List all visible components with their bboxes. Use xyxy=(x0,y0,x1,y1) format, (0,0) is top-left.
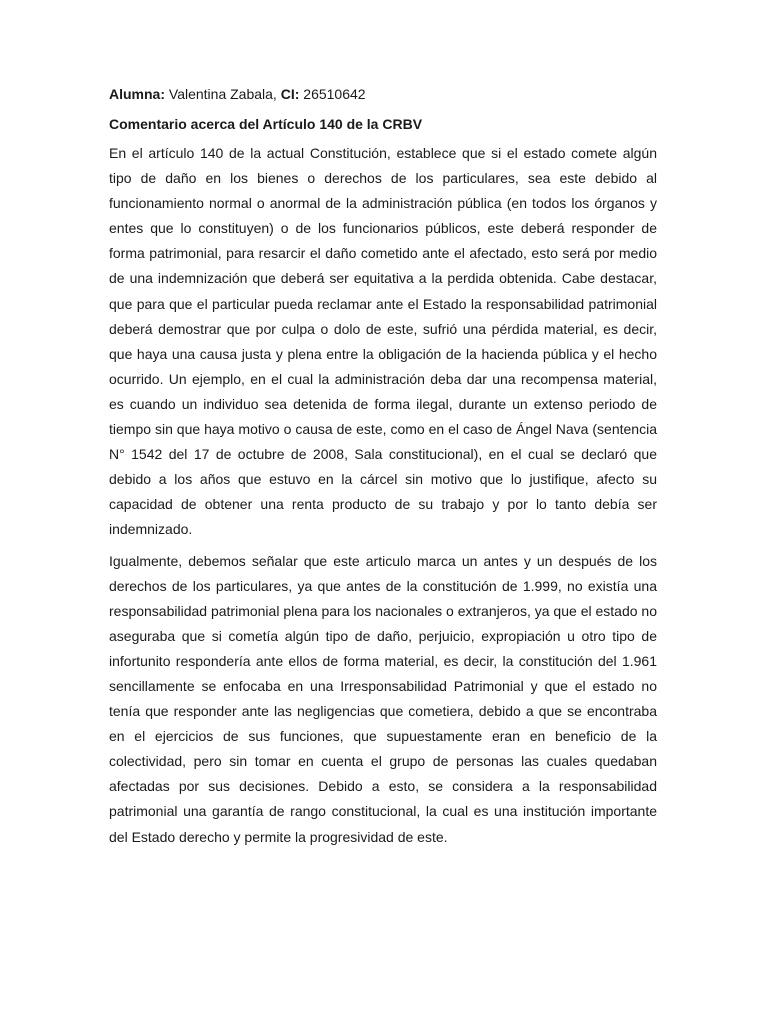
paragraph-2: Igualmente, debemos señalar que este articulo marca un antes y un después de los derechos de los particulares, ya que antes de la constitución de 1.999, no existía una responsabilidad patrimonial plena para los nacionales o extranjeros, ya que el estado no aseguraba que si cometía algún tipo de daño, perjuicio, expropiación u otro tipo de infortunito respondería ante ellos de forma material, es decir, la constitución del 1.961 sencillamente se enfocaba en una Irresponsabilidad Patrimonial y que el estado no tenía que responder ante las negligencias que cometiera, debido a que se encontraba en el ejercicios de sus funciones, que supuestamente eran en beneficio de la colectividad, pero sin tomar en cuenta el grupo de personas las cuales quedaban afectadas por sus decisiones. Debido a esto, se considera a la responsabilidad patrimonial una garantía de rango constitucional, la cual es una institución importante del Estado derecho y permite la progresividad de este. xyxy=(109,552,657,845)
id-label: CI: xyxy=(280,86,300,102)
student-label: Alumna: xyxy=(109,86,165,102)
document-page xyxy=(109,84,657,856)
paragraph-1: En el artículo 140 de la actual Constitución, establece que si el estado comete algún tipo de daño en los bienes o derechos de los particulares, sea este debido al funcionamiento normal o anormal de la administración pública (en todos los órganos y entes que lo constituyen) o de los funcionarios públicos, este deberá responder de forma patrimonial, para resarcir el daño cometido ante el afectado, esto será por medio de una indemnización que deberá ser equitativa a la perdida obtenida. Cabe destacar, que para que el particular pueda reclamar ante el Estado la responsabilidad patrimonial deberá demostrar que por culpa o dolo de este, sufrió una pérdida material, es decir, que haya una causa justa y plena entre la obligación de la hacienda pública y el hecho ocurrido. Un ejemplo, en el cual la administración deba dar una recompensa material, es cuando un individuo sea detenida de forma ilegal, durante un extenso periodo de tiempo sin que haya motivo o causa de este, como en el caso de Ángel Nava (sentencia N° 1542 del 17 de octubre de 2008, Sala constitucional), en el cual se declaró que debido a los años que estuvo en la cárcel sin motivo que lo justifique, afecto su capacidad de obtener una renta producto de su trabajo y por lo tanto debía ser indemnizado. xyxy=(109,145,657,538)
author-line xyxy=(109,84,657,104)
student-name: Valentina Zabala, xyxy=(165,86,281,102)
id-value: 26510642 xyxy=(299,86,366,102)
document-title: Comentario acerca del Artículo 140 de la CRBV xyxy=(109,116,423,132)
